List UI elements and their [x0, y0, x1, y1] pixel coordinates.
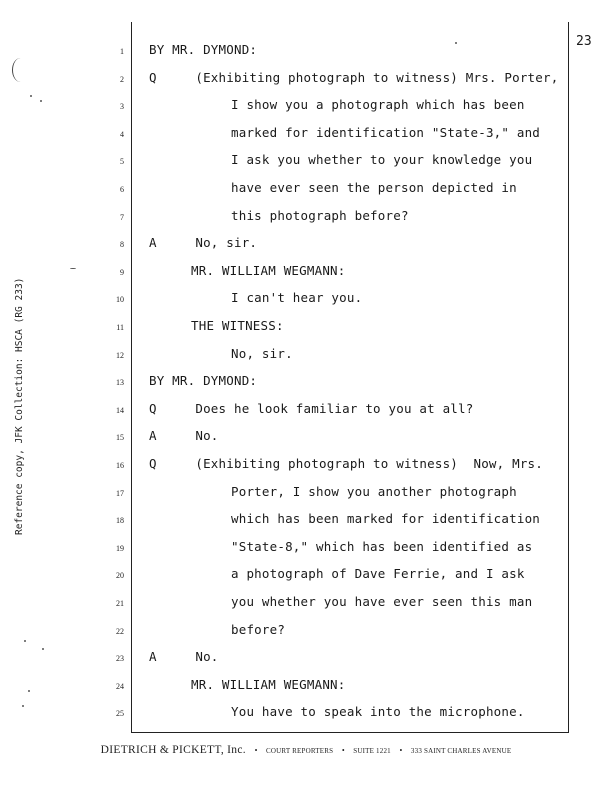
line-number: 10 — [116, 295, 124, 305]
scan-speck — [24, 640, 26, 642]
transcript-line: Q (Exhibiting photograph to witness) Now, Mrs. — [149, 456, 544, 471]
transcript-line: I show you a photograph which has been — [231, 97, 525, 113]
transcript-line: BY MR. DYMOND: — [149, 373, 258, 389]
transcript-line: Q Does he look familiar to you at all? — [149, 400, 474, 416]
footer-address: 333 SAINT CHARLES AVENUE — [410, 747, 512, 755]
footer-suite: SUITE 1221 — [353, 747, 391, 755]
line-number: 2 — [120, 74, 124, 84]
footer-court-reporters: COURT REPORTERS — [266, 747, 334, 755]
transcript-line: A No. — [149, 649, 219, 665]
footer-company: DIETRICH & PICKETT, Inc. — [100, 744, 246, 756]
footer-separator: • — [254, 746, 258, 755]
line-number: 20 — [116, 571, 124, 581]
transcript-line: this photograph before? — [231, 207, 409, 223]
line-number: 13 — [116, 378, 124, 388]
line-number: 4 — [120, 129, 124, 139]
scan-speck — [70, 268, 76, 269]
footer-separator: • — [341, 746, 345, 755]
transcript-line: which has been marked for identification — [231, 511, 541, 527]
line-number: 18 — [116, 516, 124, 526]
scan-speck — [30, 95, 32, 97]
transcript-line: you whether you have ever seen this man — [231, 594, 533, 609]
line-number: 17 — [116, 488, 124, 498]
transcript-line: Porter, I show you another photograph — [231, 483, 517, 499]
line-number: 16 — [116, 461, 124, 470]
scan-speck — [455, 42, 457, 44]
line-number: 5 — [120, 157, 124, 167]
transcript-line: I can't hear you. — [231, 290, 363, 306]
footer-separator: • — [399, 746, 403, 755]
transcript-line: "State-8," which has been identified as — [231, 538, 533, 554]
side-caption: Reference copy, JFK Collection: HSCA (RG 233) — [14, 277, 25, 535]
scan-speck — [22, 705, 24, 707]
transcript-line: have ever seen the person depicted in — [231, 180, 517, 195]
line-number: 12 — [116, 350, 124, 360]
line-number: 7 — [120, 212, 124, 222]
scan-speck — [42, 648, 44, 650]
line-number: 3 — [120, 102, 124, 112]
line-number: 25 — [116, 709, 124, 719]
transcript-line: THE WITNESS: — [191, 318, 284, 333]
line-number: 23 — [116, 654, 124, 664]
transcript-line: marked for identification "State-3," and — [231, 124, 541, 140]
transcript-line: I ask you whether to your knowledge you — [231, 152, 533, 168]
transcript-line: before? — [231, 621, 286, 637]
transcript-line: A No. — [149, 428, 219, 444]
scan-speck — [28, 690, 30, 692]
line-number: 6 — [120, 185, 124, 194]
transcript-line: No, sir. — [231, 345, 293, 361]
punch-hole-mark — [12, 58, 29, 82]
line-number: 24 — [116, 681, 124, 691]
transcript-line: A No, sir. — [149, 235, 258, 251]
line-number: 14 — [116, 405, 124, 415]
footer — [0, 744, 612, 756]
transcript-line: You have to speak into the microphone. — [231, 704, 525, 720]
page-number: 23 — [576, 34, 592, 49]
line-number: 9 — [120, 267, 124, 277]
transcript-line: a photograph of Dave Ferrie, and I ask — [231, 566, 525, 582]
transcript-line: Q (Exhibiting photograph to witness) Mrs. Porter, — [149, 69, 559, 85]
transcript-line: MR. WILLIAM WEGMANN: — [191, 676, 346, 692]
line-number: 21 — [116, 599, 124, 608]
line-number: 22 — [116, 626, 124, 636]
line-number: 15 — [116, 433, 124, 443]
transcript-line: MR. WILLIAM WEGMANN: — [191, 262, 346, 278]
line-number: 1 — [120, 47, 124, 56]
transcript-line: BY MR. DYMOND: — [149, 42, 258, 57]
line-number: 11 — [116, 323, 124, 332]
line-number: 8 — [120, 240, 124, 250]
line-number: 19 — [116, 543, 124, 553]
scan-speck — [40, 100, 42, 102]
